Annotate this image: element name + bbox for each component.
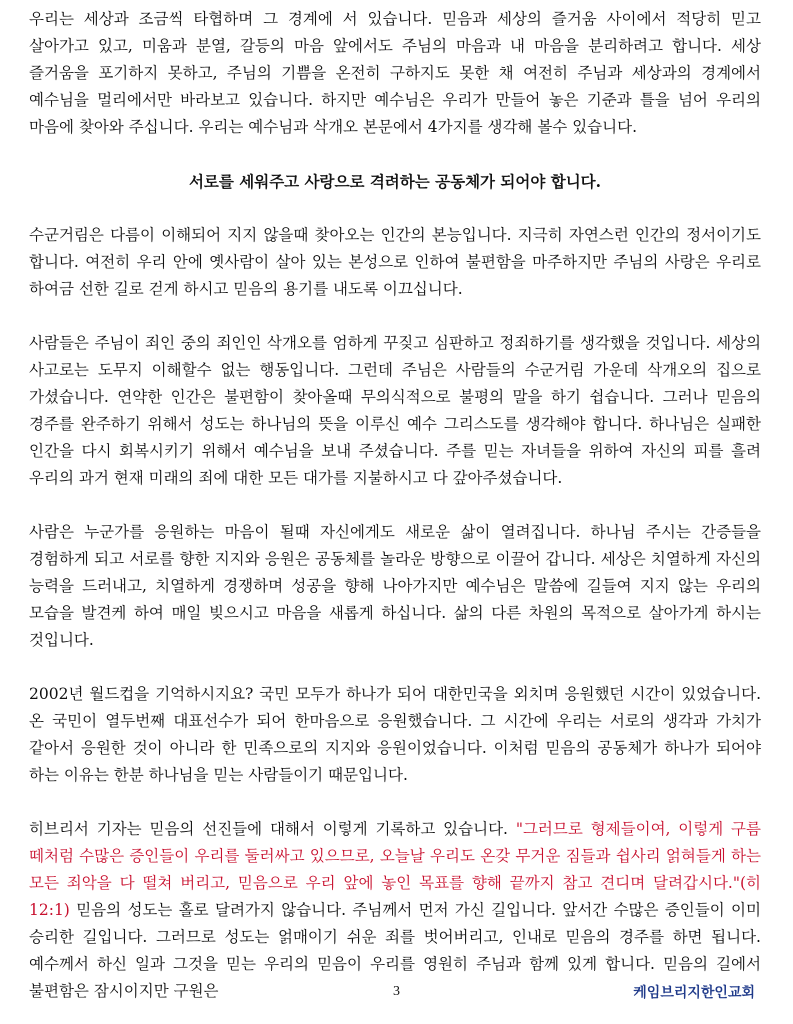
page-number: 3	[393, 984, 400, 999]
paragraph-worldcup: 2002년 월드컵을 기억하시지요? 국민 모두가 하나가 되어 대한민국을 외치며 응원했던 시간이 있었습니다. 온 국민이 열두번째 대표선수가 되어 한마음으로 응원했습니다. 그 시간에 우리는 서로의 생각과 가치가 같아서 응원한 것이 아니라 한 민족으로의 지지와 응원이었습니다. 이처럼 믿음의 공동체가 하나가 되어야 하는 이유는 한분 하나님을 믿는 사람들이기 때문입니다.	[29, 685, 761, 784]
section-heading: 서로를 세워주고 사랑으로 격려하는 공동체가 되어야 합니다.	[188, 172, 602, 191]
paragraph-intro: 우리는 세상과 조금씩 타협하며 그 경계에 서 있습니다. 믿음과 세상의 즐거움 사이에서 적당히 믿고 살아가고 있고, 미움과 분열, 갈등의 마음 앞에서도 주님의 마음과 내 마음을 분리하려고 합니다. 세상 즐거움을 포기하지 못하고, 주님의 기쁨을 온전히 구하지도 못한 채 여전히 주님과 세상과의 경계에서 예수님을 멀리에서만 바라보고 있습니다. 하지만 예수님은 우리가 만들어 놓은 기준과 틀을 넘어 우리의 마음에 찾아와 주십니다. 우리는 예수님과 삭개오 본문에서 4가지를 생각해 볼수 있습니다.	[29, 10, 761, 136]
paragraph-zacchaeus: 사람들은 주님이 죄인 중의 죄인인 삭개오를 엄하게 꾸짖고 심판하고 정죄하기를 생각했을 것입니다. 세상의 사고로는 도무지 이해할수 없는 행동입니다. 그런데 주님은 사람들의 수군거림 가운데 삭개오의 집으로 가셨습니다. 연약한 인간은 불편함이 찾아올때 무의식적으로 불평의 말을 하기 쉽습니다. 그러나 믿음의 경주를 완주하기 위해서 성도는 하나님의 뜻을 이루신 예수 그리스도를 생각해야 합니다. 하나님은 실패한 인간을 다시 회복시키기 위해서 예수님을 보내 주셨습니다. 주를 믿는 자녀들을 위하여 자신의 피를 흘려 우리의 과거 현재 미래의 죄에 대한 모든 대가를 지불하시고 다 갚아주셨습니다.	[29, 334, 761, 487]
paragraph-murmuring: 수군거림은 다름이 이해되어 지지 않을때 찾아오는 인간의 본능입니다. 지극히 자연스런 인간의 정서이기도 합니다. 여전히 우리 안에 옛사람이 살아 있는 본성으로 인하여 불편함을 마주하지만 주님의 사랑은 우리로 하여금 선한 길로 걷게 하시고 믿음의 용기를 내도록 이끄십니다.	[29, 226, 761, 298]
document-page	[29, 6, 761, 1005]
paragraph-support: 사람은 누군가를 응원하는 마음이 될때 자신에게도 새로운 삶이 열려집니다. 하나님 주시는 간증들을 경험하게 되고 서로를 향한 지지와 응원은 공동체를 놀라운 방향으로 이끌어 갑니다. 세상은 치열하게 자신의 능력을 드러내고, 치열하게 경쟁하며 성공을 향해 나아가지만 예수님은 말씀에 길들여 지지 않는 우리의 모습을 발견케 하여 매일 빚으시고 마음을 새롭게 하십니다. 삶의 다른 차원의 목적으로 살아가게 하시는 것입니다.	[29, 523, 761, 649]
hebrews-intro-text: 히브리서 기자는 믿음의 선진들에 대해서 이렇게 기록하고 있습니다.	[29, 820, 516, 838]
hebrews-rest-text: 믿음의 성도는 홀로 달려가지 않습니다. 주님께서 먼저 가신 길입니다. 앞서간 수많은 증인들이 이미 승리한 길입니다. 그러므로 성도는 얽매이기 쉬운 죄를 벗어버리고, 인내로 믿음의 경주를 하면 됩니다. 예수께서 하신 일과 그것을 믿는 우리의 믿음이 우리를 영원히 주님과 함께 있게 합니다. 믿음의 길에서 불편함은 잠시이지만 구원은	[29, 901, 761, 1000]
scripture-quote: "그러므로 형제들이여, 이렇게 구름 떼처럼 수많은 증인들이 우리를 둘러싸고 있으므로, 오늘날 우리도 온갖 무거운 짐들과 쉽사리 얽혀들게 하는 모든 죄악을 다 떨쳐 버리고, 믿음으로 우리 앞에 놓인 목표를 향해 끝까지 참고 견디며 달려갑시다."(히 12:1)	[29, 820, 761, 919]
paragraph-hebrews	[29, 816, 761, 1005]
church-name: 케임브리지한인교회	[633, 985, 755, 1001]
